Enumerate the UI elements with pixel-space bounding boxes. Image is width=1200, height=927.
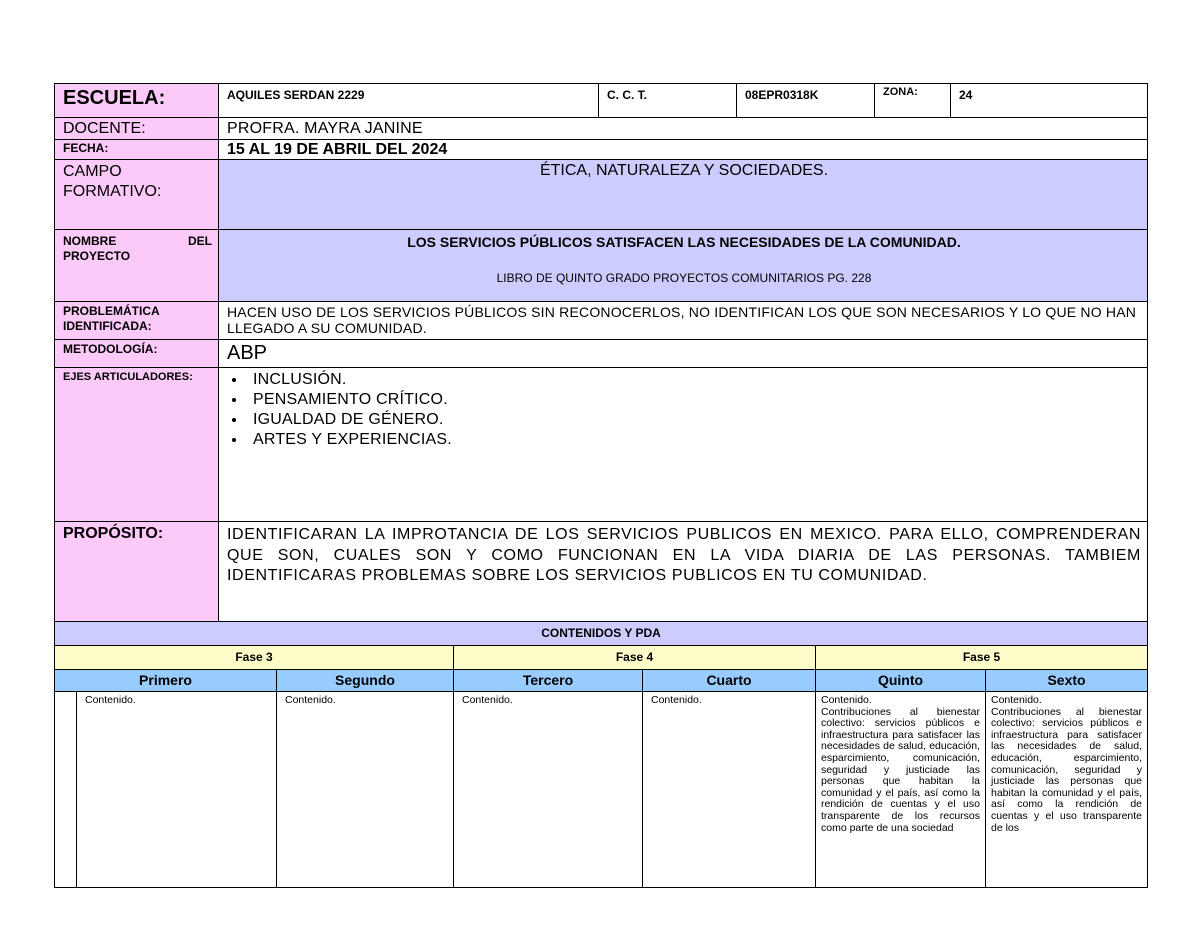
ejes-cell — [219, 368, 1148, 522]
fecha-value: 15 AL 19 DE ABRIL DEL 2024 — [219, 140, 1148, 160]
proposito-label: PROPÓSITO: — [55, 522, 219, 622]
metodologia-label: METODOLOGÍA: — [55, 340, 219, 368]
proposito-value: IDENTIFICARAN LA IMPROTANCIA DE LOS SERVICIOS PUBLICOS EN MEXICO. PARA ELLO, COMPRENDERAN QUE SON, CUALES SON Y COMO FUNCIONAN EN LA VIDA DIARIA DE LAS PERSONAS. TAMBIEM IDENTIFICARAS PROBLEMAS SOBRE LOS SERVICIOS PUBLICOS EN TU COMUNIDAD. — [219, 522, 1148, 622]
eje-item: • ARTES Y EXPERIENCIAS. — [247, 430, 1141, 450]
fase-3-header: Fase 3 — [55, 646, 454, 670]
proyecto-title: LOS SERVICIOS PÚBLICOS SATISFACEN LAS NECESIDADES DE LA COMUNIDAD. — [407, 234, 961, 250]
eje-item: • INCLUSIÓN. — [247, 370, 1141, 390]
fase-5-header: Fase 5 — [816, 646, 1148, 670]
proyecto-cell — [219, 230, 1148, 302]
grado-segundo-header: Segundo — [277, 670, 454, 692]
contenido-spacer-cell — [55, 692, 77, 888]
campo-formativo-value: ÉTICA, NATURALEZA Y SOCIEDADES. — [219, 160, 1148, 230]
contenido-segundo: Contenido. — [277, 692, 454, 888]
planeacion-document — [54, 83, 1147, 888]
proyecto-subtitle: LIBRO DE QUINTO GRADO PROYECTOS COMUNITARIOS PG. 228 — [496, 271, 872, 285]
campo-formativo-label: CAMPO FORMATIVO: — [55, 160, 219, 230]
grado-tercero-header: Tercero — [454, 670, 643, 692]
contenidos-title: CONTENIDOS Y PDA — [55, 622, 1148, 646]
problematica-label: PROBLEMÁTICA IDENTIFICADA: — [55, 302, 219, 340]
escuela-value: AQUILES SERDAN 2229 — [219, 84, 599, 118]
proyecto-label — [55, 230, 219, 302]
contenido-tercero: Contenido. — [454, 692, 643, 888]
escuela-label: ESCUELA: — [55, 84, 219, 118]
eje-item: • PENSAMIENTO CRÍTICO. — [247, 390, 1141, 410]
cct-value: 08EPR0318K — [737, 84, 875, 118]
ejes-list — [227, 370, 1141, 450]
fecha-label: FECHA: — [55, 140, 219, 160]
docente-label: DOCENTE: — [55, 118, 219, 140]
contenido-cuarto: Contenido. — [643, 692, 816, 888]
fase-4-header: Fase 4 — [454, 646, 816, 670]
contenido-primero: Contenido. — [77, 692, 277, 888]
contenido-quinto: Contenido. Contribuciones al bienestar colectivo: servicios públicos e infraestructura para satisfacer las necesidades de salud, educación, esparcimiento, comunicación, seguridad y justiciade las personas que habitan la comunidad y el país, así como la rendición de cuentas y el uso transparente de los recursos como parte de una sociedad — [816, 692, 986, 888]
proyecto-label-text: NOMBRE DEL PROYECTO — [63, 234, 212, 263]
metodologia-value: ABP — [219, 340, 1148, 368]
zona-value: 24 — [951, 84, 1148, 118]
grado-quinto-header: Quinto — [816, 670, 986, 692]
contenido-sexto: Contenido. Contribuciones al bienestar colectivo: servicios públicos e infraestructura para satisfacer las necesidades de salud, educación, esparcimiento, comunicación, seguridad y justiciade las personas que habitan la comunidad y el país, así como la rendición de cuentas y el uso transparente de los — [986, 692, 1148, 888]
grado-sexto-header: Sexto — [986, 670, 1148, 692]
cct-label: C. C. T. — [599, 84, 737, 118]
docente-value: PROFRA. MAYRA JANINE — [219, 118, 1148, 140]
ejes-label: EJES ARTICULADORES: — [55, 368, 219, 522]
grado-cuarto-header: Cuarto — [643, 670, 816, 692]
contenidos-table — [54, 621, 1148, 888]
eje-item: • IGUALDAD DE GÉNERO. — [247, 410, 1141, 430]
grado-primero-header: Primero — [55, 670, 277, 692]
problematica-value: HACEN USO DE LOS SERVICIOS PÚBLICOS SIN RECONOCERLOS, NO IDENTIFICAN LOS QUE SON NECESARIOS Y LO QUE NO HAN LLEGADO A SU COMUNIDAD. — [219, 302, 1148, 340]
planeacion-table — [54, 83, 1148, 622]
zona-label: ZONA: — [875, 84, 951, 118]
